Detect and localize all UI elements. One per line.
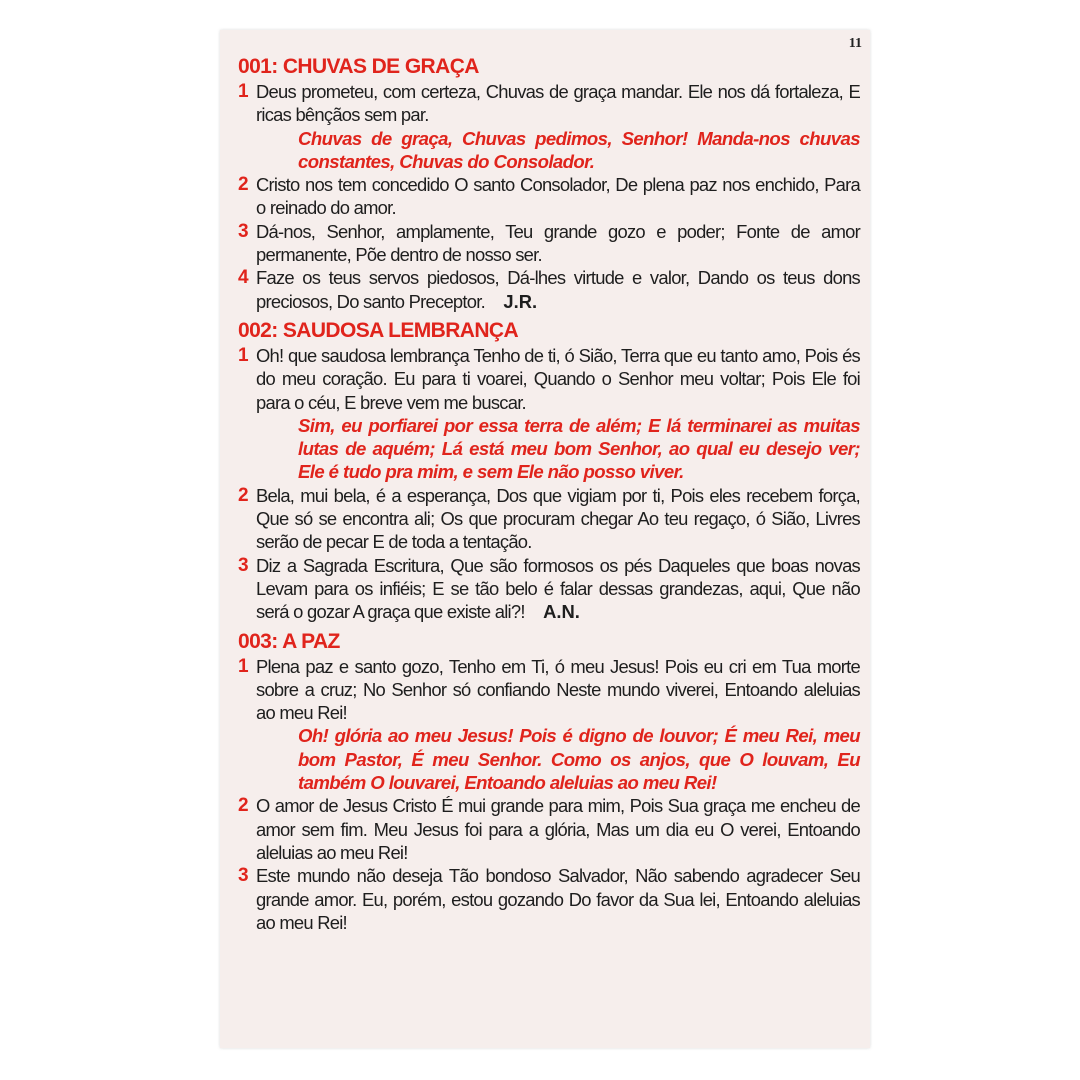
- verse: [238, 80, 860, 127]
- verse-text: Oh! que saudosa lembrança Tenho de ti, ó Sião, Terra que eu tanto amo, Pois és do meu coração. Eu para ti voarei, Quando o Senhor meu voltar; Pois Ele foi para o céu, E breve vem me buscar.: [256, 344, 860, 413]
- verse: [238, 554, 860, 624]
- verse-text: Diz a Sagrada Escritura, Que são formosos os pés Daqueles que boas novas Levam para os infiéis; E se tão belo é falar dessas grandezas, aqui, Que não será o gozar A graça que existe ali?!: [256, 554, 860, 623]
- verse: [238, 864, 860, 934]
- verse-number: 3: [238, 220, 248, 242]
- hymnal-page: [220, 30, 870, 1048]
- verse: [238, 266, 860, 313]
- verse-text: Bela, mui bela, é a esperança, Dos que vigiam por ti, Pois eles recebem força, Que só se encontra ali; Os que procuram chegar Ao teu regaço, ó Sião, Livres serão de pecar E de toda a tentação.: [256, 484, 860, 553]
- verse-number: 3: [238, 865, 248, 887]
- verse-number: 2: [238, 795, 248, 817]
- verse-text: Cristo nos tem concedido O santo Consolador, De plena paz nos enchido, Para o reinado do amor.: [256, 174, 860, 219]
- verse-number: 1: [238, 655, 248, 677]
- verse: [238, 173, 860, 220]
- verse-text: Plena paz e santo gozo, Tenho em Ti, ó meu Jesus! Pois eu cri em Tua morte sobre a cruz; No Senhor só confiando Neste mundo viverei, Entoando aleluias ao meu Rei!: [256, 655, 860, 724]
- verse-text: Dá-nos, Senhor, amplamente, Teu grande gozo e poder; Fonte de amor permanente, Põe dentro de nosso ser.: [256, 220, 860, 266]
- hymn-002: [238, 319, 860, 624]
- verse-number: 1: [238, 344, 248, 366]
- verse: [238, 344, 860, 414]
- verse-text: Este mundo não deseja Tão bondoso Salvador, Não sabendo agradecer Seu grande amor. Eu, porém, estou gozando Do favor da Sua lei, Entoando aleluias ao meu Rei!: [256, 865, 860, 933]
- author-initials: A.N.: [543, 601, 580, 623]
- verse-number: 2: [238, 174, 248, 196]
- chorus: Oh! glória ao meu Jesus! Pois é digno de louvor; É meu Rei, meu bom Pastor, É meu Senhor. Como os anjos, que O louvam, Eu também O louvarei, Entoando aleluias ao meu Rei!: [298, 725, 860, 794]
- hymn-title: 001: CHUVAS DE GRAÇA: [238, 55, 479, 78]
- verse-number: 1: [238, 81, 248, 102]
- verse-number: 3: [238, 554, 248, 576]
- hymn-title: 003: A PAZ: [238, 629, 340, 653]
- verse: [238, 484, 860, 554]
- verse-number: 2: [238, 484, 248, 506]
- verse-text: Deus prometeu, com certeza, Chuvas de graça mandar. Ele nos dá fortaleza, E ricas bênçãos sem par.: [256, 81, 860, 126]
- verse-number: 4: [238, 267, 248, 289]
- verse: [238, 655, 860, 725]
- chorus: Chuvas de graça, Chuvas pedimos, Senhor! Manda-nos chuvas constantes, Chuvas do Consolador.: [298, 127, 860, 172]
- verse-text: Faze os teus servos piedosos, Dá-lhes virtude e valor, Dando os teus dons preciosos, Do santo Preceptor.: [256, 267, 860, 312]
- hymn-001: [238, 55, 860, 313]
- chorus: Sim, eu porfiarei por essa terra de além; E lá terminarei as muitas lutas de aquém; Lá está meu bom Senhor, ao qual eu desejo ver; Ele é tudo pra mim, e sem Ele não posso viver.: [298, 414, 860, 483]
- hymn-title: 002: SAUDOSA LEMBRANÇA: [238, 318, 519, 342]
- verse-text: O amor de Jesus Cristo É mui grande para mim, Pois Sua graça me encheu de amor sem fim. Meu Jesus foi para a glória, Mas um dia eu O verei, Entoando aleluias ao meu Rei!: [256, 795, 860, 863]
- author-initials: J.R.: [503, 290, 538, 312]
- verse: [238, 794, 860, 864]
- page-content: [238, 55, 860, 934]
- page-number: 11: [848, 36, 862, 51]
- verse: [238, 220, 860, 267]
- hymn-003: [238, 630, 860, 935]
